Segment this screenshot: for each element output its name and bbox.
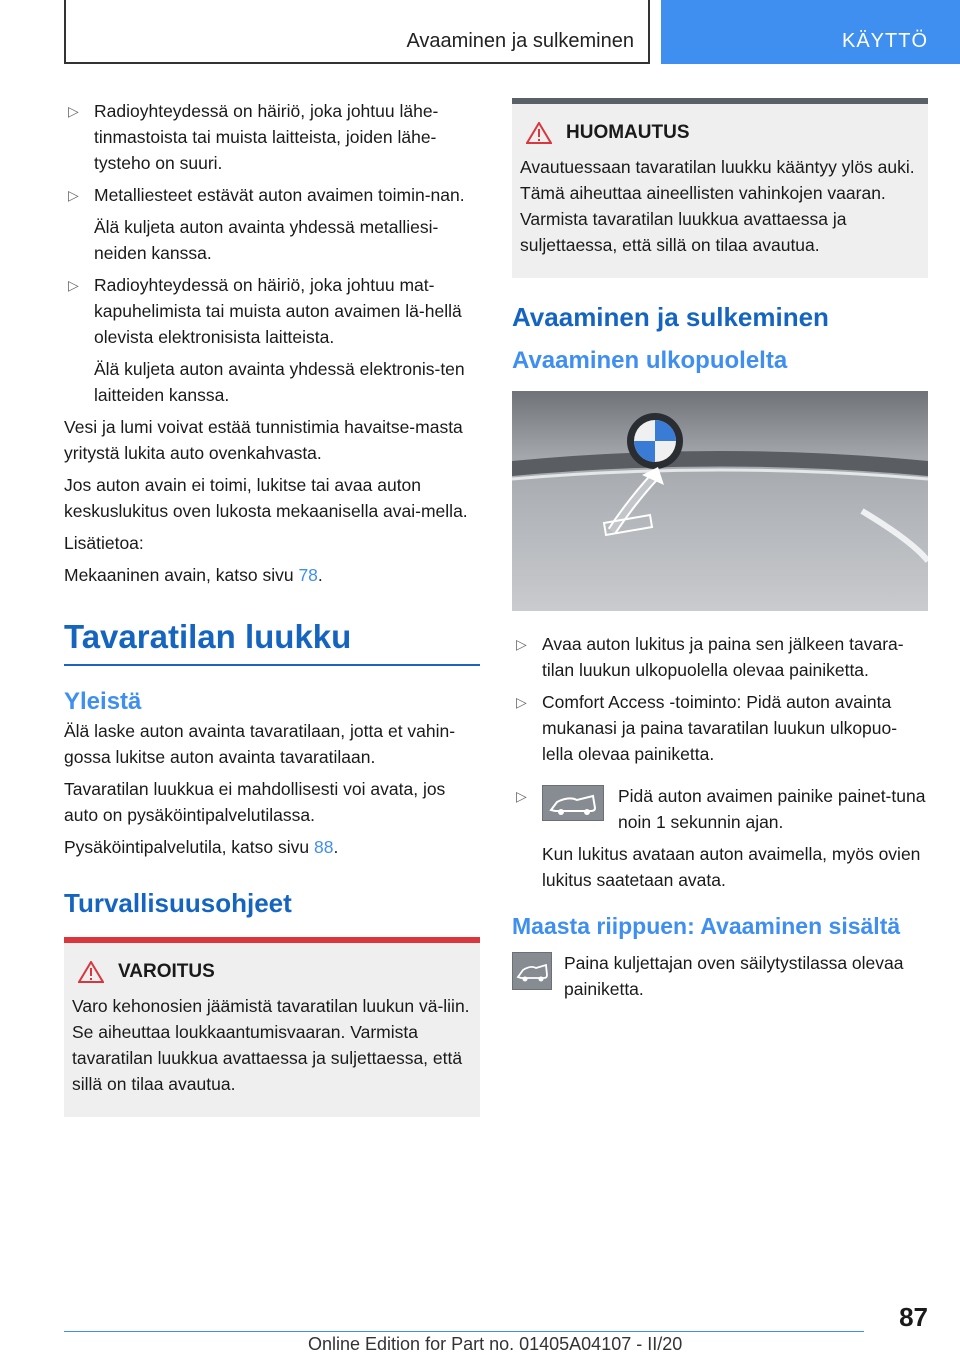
page-link-78[interactable]: 78 bbox=[298, 565, 318, 585]
subsection-heading: Maasta riippuen: Avaaminen sisältä bbox=[512, 913, 901, 939]
trunk-open-button-icon bbox=[542, 785, 604, 821]
trunk-lid-illustration bbox=[512, 391, 928, 611]
paragraph: Älä laske auton avainta tavaratilaan, jotta et vahin-gossa lukitse auton avainta tavaratilaan. bbox=[64, 721, 456, 767]
paragraph: Lisätietoa: bbox=[64, 533, 144, 553]
inside-open-row bbox=[512, 950, 928, 1008]
section-heading: Turvallisuusohjeet bbox=[64, 888, 292, 918]
section-heading: Avaaminen ja sulkeminen bbox=[512, 302, 829, 332]
warning-text: Varo kehonosien jäämistä tavaratilan luukun vä-liin. Se aiheuttaa loukkaantumisvaaran. Varmista tavaratilan luukkua avattaessa ja suljettaessa, että sillä on tilaa avautua. bbox=[72, 996, 470, 1094]
triangle-bullet-icon: ▷ bbox=[516, 788, 527, 804]
warning-title: VAROITUS bbox=[118, 961, 215, 982]
trunk-button-photo bbox=[512, 391, 928, 611]
triangle-bullet-icon: ▷ bbox=[68, 103, 79, 119]
warning-box bbox=[64, 937, 480, 1117]
triangle-bullet-icon: ▷ bbox=[516, 636, 527, 652]
paragraph: Paina kuljettajan oven säilytystilassa olevaa painiketta. bbox=[564, 953, 904, 999]
page-link-88[interactable]: 88 bbox=[313, 837, 334, 857]
header-chapter-tab bbox=[661, 0, 960, 64]
list-item-subtext: Kun lukitus avataan auton avaimella, myös ovien lukitus saatetaan avata. bbox=[542, 844, 921, 890]
list-item: ▷ Metalliesteet estävät auton avaimen toimin-nan. bbox=[64, 182, 480, 208]
list-item: ▷ Radioyhteydessä on häiriö, joka johtuu lähe-tinmastoista tai muista laitteista, joiden lähe-tysteho on suuri. bbox=[64, 98, 480, 176]
section-heading: Yleistä bbox=[64, 688, 142, 715]
list-item: ▷ Radioyhteydessä on häiriö, joka johtuu mat-kapuhelimista tai muista auton avaimen lä-hellä olevista elektronisista laitteista. bbox=[64, 272, 480, 350]
notice-box bbox=[512, 98, 928, 278]
trunk-release-button-icon bbox=[512, 952, 552, 990]
paragraph: Jos auton avain ei toimi, lukitse tai avaa auton keskuslukitus oven lukosta mekaanisella avai-mella. bbox=[64, 475, 468, 521]
triangle-bullet-icon: ▷ bbox=[68, 187, 79, 203]
header-section-title: Avaaminen ja sulkeminen bbox=[406, 30, 634, 52]
paragraph: Vesi ja lumi voivat estää tunnistimia havaitse-masta yritystä lukita auto ovenkahvasta. bbox=[64, 417, 463, 463]
left-column bbox=[64, 98, 480, 1117]
list-item-subtext: Älä kuljeta auton avainta yhdessä elektronis-ten laitteiden kanssa. bbox=[94, 359, 465, 405]
list-item: ▷ Pidä auton avaimen painike painet-tuna noin 1 sekunnin ajan. bbox=[512, 783, 928, 835]
page-header bbox=[0, 0, 960, 66]
triangle-bullet-icon: ▷ bbox=[68, 277, 79, 293]
header-chapter-title: KÄYTTÖ bbox=[841, 30, 928, 52]
warning-triangle-icon bbox=[526, 122, 552, 144]
subsection-heading: Avaaminen ulkopuolelta bbox=[512, 347, 788, 374]
footer-divider bbox=[64, 1331, 864, 1332]
paragraph: Tavaratilan luukkua ei mahdollisesti voi avata, jos auto on pysäköintipalvelutilassa. bbox=[64, 779, 446, 825]
warning-triangle-icon bbox=[78, 961, 104, 983]
header-section-box bbox=[64, 0, 650, 64]
notice-text: Avautuessaan tavaratilan luukku kääntyy ylös auki. Tämä aiheuttaa aineellisten vahinkojen vaaran. Varmista tavaratilan luukkua avattaessa ja suljettaessa, että sillä on tilaa avautua. bbox=[520, 157, 915, 255]
right-column bbox=[512, 98, 928, 1008]
list-item: ▷ Avaa auton lukitus ja paina sen jälkeen tavara-tilan luukun ulkopuolella olevaa painiketta. bbox=[512, 631, 928, 683]
triangle-bullet-icon: ▷ bbox=[516, 694, 527, 710]
paragraph: Pysäköintipalvelutila, katso sivu 88. bbox=[64, 837, 339, 857]
chapter-title: Tavaratilan luukku bbox=[64, 618, 480, 666]
page-number: 87 bbox=[899, 1302, 928, 1332]
edition-text: Online Edition for Part no. 01405A04107 - II/20 bbox=[308, 1334, 683, 1354]
list-item: ▷ Comfort Access -toiminto: Pidä auton avainta mukanasi ja paina tavaratilan luukun ulkopuo-lella olevaa painiketta. bbox=[512, 689, 928, 767]
paragraph: Mekaaninen avain, katso sivu 78. bbox=[64, 565, 323, 585]
list-item-subtext: Älä kuljeta auton avainta yhdessä metalliesi-neiden kanssa. bbox=[94, 217, 439, 263]
notice-title: HUOMAUTUS bbox=[566, 122, 690, 143]
